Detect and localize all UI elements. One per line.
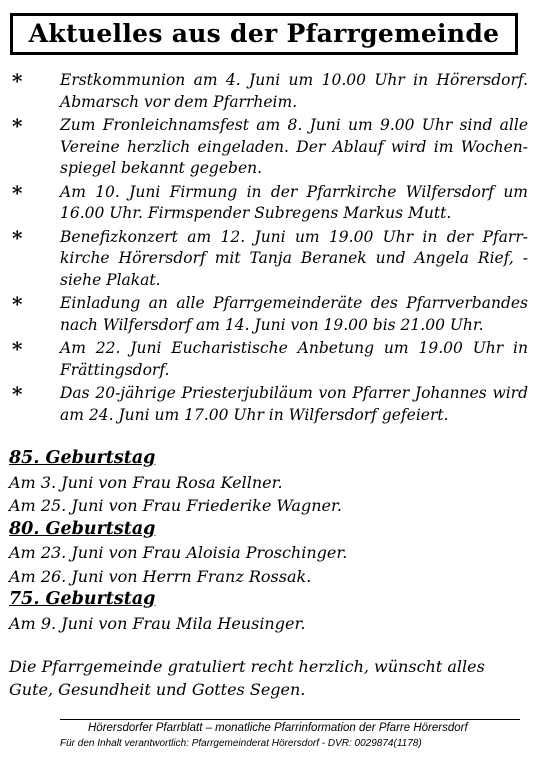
list-item bbox=[12, 293, 528, 336]
item-text: Zum Fronleichnamsfest am 8. Juni um 9.00 Uhr sind alle Vereine herzlich eingeladen. Der Ablauf wird im Wochen-spiegel bekannt gegeben. bbox=[60, 116, 528, 177]
item-text: Einladung an alle Pfarrgemeinderäte des Pfarrverbandes nach Wilfersdorf am 14. Juni von 19.00 bis 21.00 Uhr. bbox=[60, 294, 528, 334]
footer-line-2: Für den Inhalt verantwortlich: Pfarrgemeinderat Hörersdorf - DVR: 0029874(1178) bbox=[60, 738, 422, 749]
birthday-heading-75: 75. Geburtstag bbox=[9, 589, 156, 609]
item-text: Benefizkonzert am 12. Juni um 19.00 Uhr in der Pfarr-kirche Hörersdorf mit Tanja Beranek und Angela Rief, - siehe Plakat. bbox=[60, 227, 528, 289]
item-text: Das 20-jährige Priesterjubiläum von Pfarrer Johannes wird am 24. Juni um 17.00 Uhr in Wilfersdorf gefeiert. bbox=[60, 384, 528, 424]
birthday-heading-85: 85. Geburtstag bbox=[9, 448, 156, 468]
asterisk-marker: * bbox=[12, 69, 23, 93]
footer-divider bbox=[60, 719, 520, 720]
item-text: Erstkommunion am 4. Juni um 10.00 Uhr in Hörersdorf. Abmarsch vor dem Pfarrheim. bbox=[60, 71, 528, 111]
footer-line-1: Hörersdorfer Pfarrblatt – monatliche Pfarrinformation der Pfarre Hörersdorf bbox=[88, 722, 468, 734]
asterisk-marker: * bbox=[12, 180, 23, 205]
title-box bbox=[10, 13, 518, 55]
birthday-entry: Am 3. Juni von Frau Rosa Kellner. bbox=[9, 472, 283, 492]
announcement-list bbox=[12, 70, 528, 428]
asterisk-marker: * bbox=[12, 292, 23, 316]
page-title: Aktuelles aus der Pfarrgemeinde bbox=[28, 19, 500, 48]
asterisk-marker: * bbox=[12, 337, 23, 361]
birthday-entry: Am 25. Juni von Frau Friederike Wagner. bbox=[9, 496, 342, 515]
birthday-entry: Am 23. Juni von Frau Aloisia Proschinger. bbox=[9, 543, 348, 562]
birthday-section bbox=[9, 447, 529, 635]
list-item bbox=[12, 70, 528, 113]
birthday-entry: Am 26. Juni von Herrn Franz Rossak. bbox=[9, 566, 312, 586]
congratulations-text: Die Pfarrgemeinde gratuliert recht herzlich, wünscht alles Gute, Gesundheit und Gottes Segen. bbox=[9, 657, 485, 699]
list-item bbox=[12, 338, 528, 381]
list-item bbox=[12, 182, 528, 225]
list-item bbox=[12, 227, 528, 292]
list-item bbox=[12, 115, 528, 180]
item-text: Am 22. Juni Eucharistische Anbetung um 19.00 Uhr in Frättingsdorf. bbox=[60, 339, 528, 379]
asterisk-marker: * bbox=[12, 225, 23, 250]
list-item bbox=[12, 383, 528, 426]
asterisk-marker: * bbox=[12, 382, 23, 406]
item-text: Am 10. Juni Firmung in der Pfarrkirche Wilfersdorf um 16.00 Uhr. Firmspender Subregens Markus Mutt. bbox=[60, 182, 528, 222]
birthday-heading-80: 80. Geburtstag bbox=[9, 518, 156, 539]
birthday-entry: Am 9. Juni von Frau Mila Heusinger. bbox=[9, 613, 306, 633]
asterisk-marker: * bbox=[12, 114, 23, 138]
